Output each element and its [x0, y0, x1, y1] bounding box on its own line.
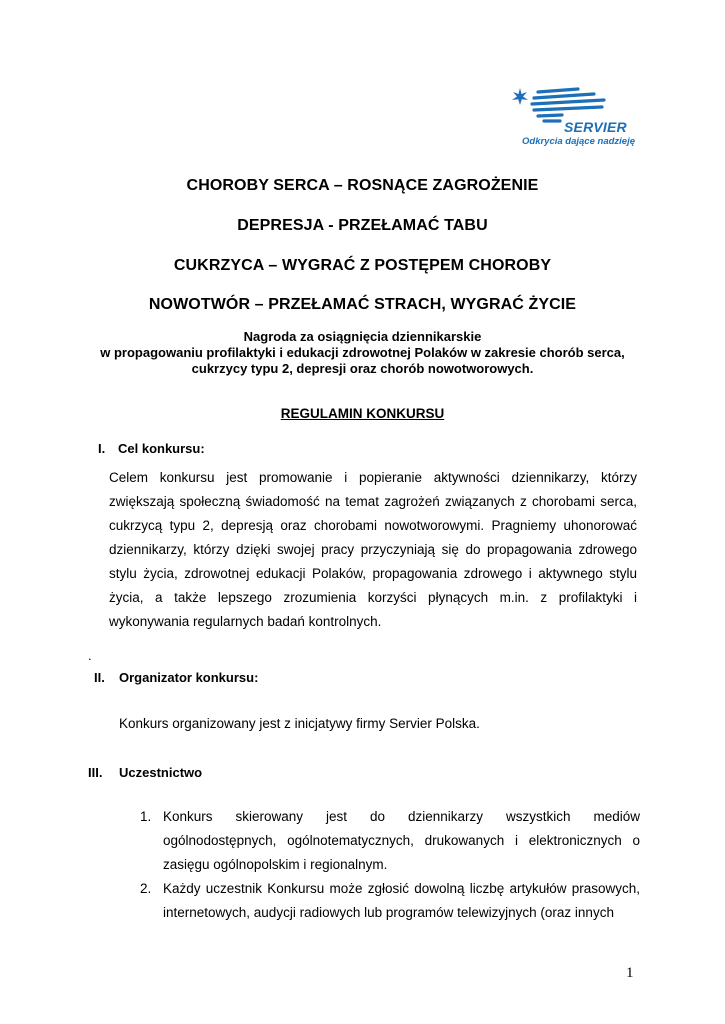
stray-mark: .	[88, 648, 92, 663]
organizer-paragraph: Konkurs organizowany jest z inicjatywy firmy Servier Polska.	[119, 716, 480, 731]
regulations-title: REGULAMIN KONKURSU	[280, 406, 445, 421]
award-line: Nagroda za osiągnięcia dziennikarskie	[243, 329, 482, 344]
servier-brand-name: SERVIER	[564, 119, 627, 135]
section-title: Cel konkursu:	[118, 441, 205, 456]
list-item-text: Każdy uczestnik Konkursu może zgłosić dowolną liczbę artykułów prasowych, internetowych, audycji radiowych lub programów telewizyjnych (oraz innych	[163, 881, 640, 920]
award-description	[40, 329, 685, 377]
heading-depression: DEPRESJA - PRZEŁAMAĆ TABU	[237, 217, 488, 234]
section-title: Uczestnictwo	[119, 765, 203, 780]
list-item-text: Konkurs skierowany jest do dziennikarzy wszystkich mediów ogólnodostępnych, ogólnotematycznych, drukowanych i elektronicznych o zasięgu ogólnopolskim i regionalnym.	[163, 809, 640, 872]
heading-cancer: NOWOTWÓR – PRZEŁAMAĆ STRACH, WYGRAĆ ŻYCIE	[148, 296, 577, 313]
list-item-number: 2.	[140, 881, 152, 896]
award-line: w propagowaniu profilaktyki i edukacji zdrowotnej Polaków w zakresie chorób serca,	[100, 345, 625, 360]
section-number: I.	[98, 441, 106, 456]
list-item	[140, 877, 640, 925]
award-line: cukrzycy typu 2, depresji oraz chorób nowotworowych.	[191, 361, 534, 376]
goal-paragraph: Celem konkursu jest promowanie i popieranie aktywności dziennikarzy, którzy zwiększają społeczną świadomość na temat zagrożeń związanych z chorobami serca, cukrzycą typu 2, depresją oraz chorobami nowotworowymi. Pragniemy uhonorować dziennikarzy, którzy dzięki swojej pracy przyczyniają się do propagowania zdrowego stylu życia, zdrowotnej edukacji Polaków, propagowania zdrowego i aktywnego stylu życia, a także lepszego zrozumienia korzyści płynących m.in. z profilaktyki i wykonywania regularnych badań kontrolnych.	[109, 470, 637, 629]
heading-diabetes: CUKRZYCA – WYGRAĆ Z POSTĘPEM CHOROBY	[173, 257, 552, 274]
servier-tagline: Odkrycia dające nadzieję	[522, 136, 636, 147]
section-title: Organizator konkursu:	[119, 670, 259, 685]
heading-heart-disease: CHOROBY SERCA – ROSNĄCE ZAGROŻENIE	[186, 177, 539, 194]
list-item	[140, 805, 640, 877]
servier-logo	[508, 84, 640, 150]
page-number: 1	[626, 965, 634, 981]
list-item-number: 1.	[140, 809, 152, 824]
participation-list	[140, 805, 640, 925]
section-number: III.	[88, 765, 103, 780]
section-number: II.	[94, 670, 105, 685]
